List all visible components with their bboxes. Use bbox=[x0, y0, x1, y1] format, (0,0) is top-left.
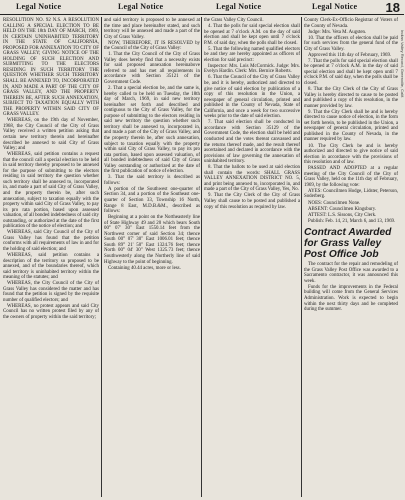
news-paragraph: The contract for the repair and remodeling of the Grass Valley Post Office was awarded to a Sacramento contractor, it was announced this week. bbox=[304, 262, 398, 284]
column-divider bbox=[301, 17, 302, 497]
legal-column-4 bbox=[304, 18, 398, 496]
notice-paragraph: Beginning at a point on the Northeasterly line of State Highway 49 and 20 which bears South 00° 07' 30" East 1550.14 feet from the Northwest corner of said Section 34; thence South 00° 07' 30" East 1006.01 feet; thence South 89° 21' 50" East 1324.76 feet; thence North 00° 04' 30" West 1325.73 feet; thence Southwesterly along the Northerly line of said Highway to the point of beginning. bbox=[104, 215, 200, 265]
notice-paragraph: 1. That the City Council of the City of Grass Valley does hereby find that a necessity exists for said proposed annexation hereinabove referred to and has met all requirements in accordance with Section 35121 of the Government Code. bbox=[104, 52, 200, 86]
notice-paragraph: ATTEST: L.S. Sissons, City Clerk. bbox=[308, 212, 377, 218]
notice-paragraph: Containing 40.44 acres, more or less. bbox=[108, 265, 181, 271]
legal-column-3 bbox=[204, 18, 300, 496]
legal-column-2 bbox=[104, 18, 200, 496]
notice-paragraph: Approved this 11th day of February, 1969. bbox=[308, 52, 392, 58]
notice-paragraph: A portion of the Southwest one-quarter of Section 34, and a portion of the Southeast one-quarter of Section 33, Township 16 North, Range 8 East, M.D.B.&M., described as follows: bbox=[104, 186, 200, 215]
column-divider bbox=[101, 17, 102, 497]
notice-paragraph: 7. That said election shall be conducted in accordance with Section 35129 of the Government Code, the election shall be held and conducted and the votes thereat canvassed and the returns thereof made, and the result thereof ascertained and declared in accordance with the provisions of law governing the annexation of uninhabited territory. bbox=[204, 120, 300, 165]
notice-paragraph: WHEREAS, the City Council of the City of Grass Valley has considered the matter and has found that the petition is signed by the requisite number of qualified electors; and bbox=[3, 281, 99, 303]
column-divider bbox=[201, 17, 202, 497]
notice-paragraph: 10. The City Clerk be and is hereby authorized and directed to give notice of said election in accordance with the provisions of this resolution and of law. bbox=[304, 143, 398, 166]
news-paragraph: Funds for the improvements in the Federal building will come from the General Services Administration. Work is expected to begin within the next thirty days and be completed during the summer. bbox=[304, 284, 398, 313]
page-header bbox=[0, 0, 404, 15]
column-heading: Legal Notice bbox=[312, 2, 358, 11]
margin-caption: Indian Valley Record, Greenville, Calif. bbox=[400, 30, 405, 99]
column-heading: Legal Notice bbox=[216, 2, 262, 11]
notice-paragraph: RESOLUTION NO. 92 N.S. A RESOLUTION CALLING A SPECIAL ELECTION TO BE HELD ON THE 18th DAY OF MARCH, 1969, IN CERTAIN UNINHABITED TERRITORY IN THE STATE OF CALIFORNIA, PROPOSED FOR ANNEXATION TO CITY OF GRASS VALLEY; GIVING NOTICE OF THE HOLDING OF SUCH ELECTION AND SUBMITTING TO THE ELECTORS RESIDING IN SUCH TERRITORY THE QUESTION WHETHER SUCH TERRITORY SHALL BE ANNEXED TO, INCORPORATED IN, AND MADE A PART OF THE CITY OF GRASS VALLEY, AND THE PROPERTY THEREIN BE, AFTER SUCH ANNEXATION, SUBJECT TO TAXATION EQUALLY WITH THE PROPERTY WITHIN SAID CITY OF GRASS VALLEY. bbox=[3, 18, 99, 118]
notice-paragraph: 5. That the following named qualified electors be and they are hereby appointed as officers of election for said precinct: bbox=[204, 46, 300, 63]
notice-paragraph: PASSED AND ADOPTED at a regular meeting of the City Council of the City of Grass Valley, held on the 11th day of February, 1969, by the following vote: bbox=[304, 166, 398, 188]
column-heading: Legal Notice bbox=[16, 2, 62, 11]
notice-paragraph: WHEREAS, said petition contains a description of the territory so proposed to be annexed, and of the boundaries thereof, which said territory is uninhabited territory within the meaning of the statutes; and bbox=[3, 252, 99, 281]
notice-paragraph: 9. That the City Clerk of the City of Grass Valley shall cause to be posted and published a copy of this resolution as required by law. bbox=[204, 193, 300, 210]
notice-paragraph: Inspector: Mrs. Lois McCormick. Judge: Mrs. Evelyn Hardin. Clerk: Mrs. Bernice Roberts. bbox=[204, 63, 300, 75]
notice-paragraph: and said territory is proposed to be annexed at the time and place hereinafter stated, and such territory will be annexed and made a part of the City of Grass Valley. bbox=[104, 18, 200, 40]
notice-paragraph: Judge: Mrs. Veta M. Augsten. bbox=[308, 29, 367, 35]
notice-paragraph: the Grass Valley City Council. bbox=[204, 18, 264, 23]
notice-paragraph: WHEREAS, said petition contains a request that the council call a special election to be held in said territory thereby proposed to be annexed for the purpose of submitting to the electors residing in said territory the question whether such territory shall be annexed to, incorporated in, and made a part of said City of Grass Valley, and the property therein be, after such annexation, subject to taxation equally with the property within said City of Grass Valley, to pay its pro rata portion, based upon assessed valuation, of all bonded indebtedness of said city outstanding, or authorized at the date of the first publication of the notice of election; and bbox=[3, 152, 99, 230]
notice-paragraph: Publish: Feb. 14, 21, March 6, and 13, 1969. bbox=[308, 218, 396, 224]
notice-paragraph: AYES: Councilmen Hodge, Lidster, Peterson, Soderberg. bbox=[304, 188, 398, 200]
notice-paragraph: ABSENT: Councilmen Kingsbury. bbox=[308, 206, 377, 212]
notice-paragraph: 10. That the officers of election shall be paid for such services from the general fund of the City of Grass Valley. bbox=[304, 35, 398, 52]
notice-paragraph: WHEREAS, no protest appears and said City Council has no written protest filed by any of the owners of property within the said territory; bbox=[3, 303, 99, 320]
notice-paragraph: NOW, THEREFORE, IT IS RESOLVED by the Council of the City of Grass Valley: bbox=[104, 40, 200, 52]
column-heading: Legal Notice bbox=[118, 2, 164, 11]
notice-paragraph: WHEREAS, said City Council of the City of Grass Valley has found that the petition conforms with all requirements of law in and for the holding of said election; and bbox=[3, 230, 99, 252]
notice-paragraph: 8. That the City Clerk of the City of Grass Valley is hereby directed to cause to be posted and published a copy of this resolution, in the manner provided by law. bbox=[304, 87, 398, 109]
notice-paragraph: 8. That the ballots to be used at said election shall contain the words: SHALL GRASS VALLEY ANNEXATION DISTRICT NO. 5, and print being annexed to, incorporated in, and made a part of the City of Grass Valley, Yes, No. bbox=[204, 165, 300, 193]
page-number: 18 bbox=[385, 0, 400, 15]
notice-paragraph: County Clerk-Ex-Officio Registrar of Voters of the County of Nevada. bbox=[304, 18, 398, 29]
notice-paragraph: 9. That the City Clerk shall be and is hereby directed to cause notice of election, in the form set forth herein, to be published in the Union, a newspaper of general circulation, printed and published in the County of Nevada, in the manner required by law. bbox=[304, 109, 398, 143]
notice-paragraph: NOES: Councilmen None. bbox=[308, 200, 361, 206]
notice-paragraph: 2. That a special election be, and the same is, hereby called to be held on Tuesday, the 18th day of March, 1969, in said new territory hereinafter set forth and described and contiguous to the City of Grass Valley, for the purpose of submitting to the electors residing in said new territory the question whether such territory shall be annexed to, incorporated in, and made a part of the City of Grass Valley, and the property therein be, after such annexation, subject to taxation equally with the property within said City of Grass Valley, to pay its pro rata portion, based upon assessed valuation, of all bonded indebtedness of said City of Grass Valley outstanding or authorized at the date of the first publication of notice of election. bbox=[104, 86, 200, 175]
notice-paragraph: 7. That the polls for said special election shall be opened at 7 o'clock A.M. in the day of said special election and shall be kept open until 7 o'clock P.M. of said day, when the polls shall be closed. bbox=[304, 58, 398, 87]
news-headline: Contract Awarded for Grass Valley Post Office Job bbox=[304, 227, 392, 261]
notice-paragraph: WHEREAS, on the 19th day of November, 1968, the City Council of the City of Grass Valley received a written petition asking that certain new territory therein and hereinafter described be annexed to said City of Grass Valley; and bbox=[3, 118, 99, 152]
notice-paragraph: 3. That the said territory is described as follows: bbox=[104, 175, 200, 186]
legal-column-1 bbox=[3, 18, 99, 496]
notice-paragraph: 4. That the polls for said special election shall be opened at 7 o'clock A.M. on the day of said election and shall be kept open until 7 o'clock P.M. of said day, when the polls shall be closed. bbox=[204, 24, 300, 46]
notice-paragraph: 6. That the Council of the City of Grass Valley be, and it is hereby, authorized and directed to give notice of said election by publication of a copy of this resolution in the Union, a newspaper of general circulation, printed and published in the County of Nevada, State of California, and once a week for two successive weeks prior to the date of said election. bbox=[204, 75, 300, 120]
